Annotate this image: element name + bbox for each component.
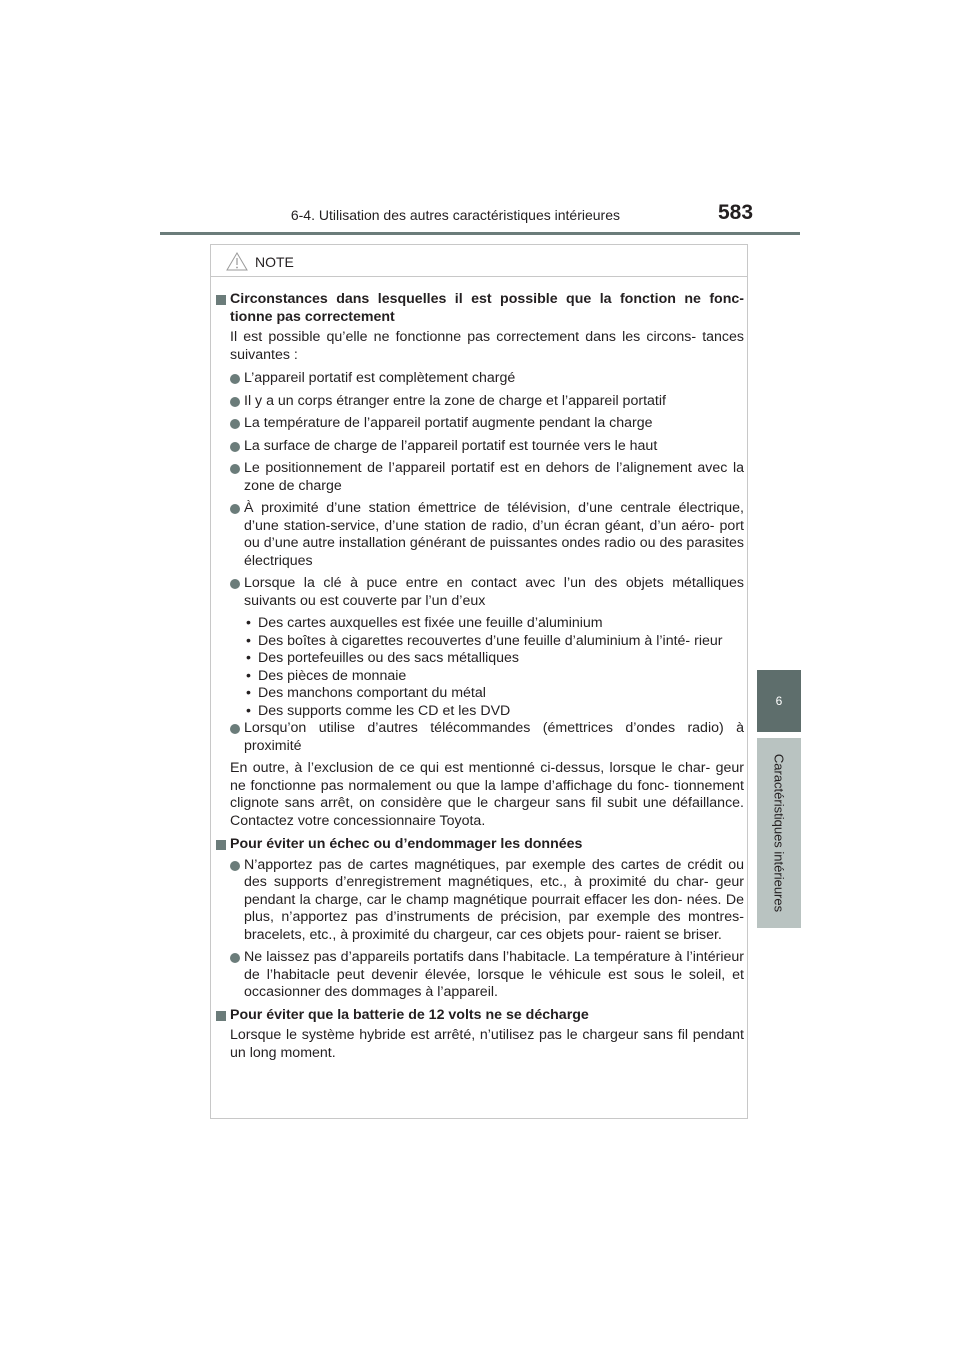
header-section-title: 6-4. Utilisation des autres caractéristiques intérieures: [290, 207, 620, 223]
chapter-tab[interactable]: [757, 738, 801, 928]
round-bullet-icon: [230, 464, 240, 474]
section-body: Lorsque le système hybride est arrêté, n’utilisez pas le chargeur sans fil pendant un long moment.: [230, 1027, 744, 1061]
section-intro: Il est possible qu’elle ne fonctionne pas correctement dans les circons- tances suivantes :: [230, 329, 744, 363]
list-item: À proximité d’une station émettrice de télévision, d’une centrale électrique, d’une station-service, d’une station de radio, d’un écran géant, d’un aéro- port ou d’une autre installation générant de puissantes ondes radio ou des parasites électriques: [230, 500, 744, 570]
sub-list-item: • Des pièces de monnaie: [246, 667, 407, 684]
square-bullet-icon: [216, 840, 226, 850]
section-outro: En outre, à l’exclusion de ce qui est mentionné ci-dessus, lorsque le char- geur ne fonctionne pas normalement ou que la lampe d’affichage du fonc- tionnement clignote sans arrêt, on considère que le chargeur sans fil subit une défaillance. Contactez votre concessionnaire Toyota.: [230, 760, 744, 829]
round-bullet-icon: [230, 374, 240, 384]
warning-triangle-icon: [226, 252, 248, 276]
list-item: L’appareil portatif est complètement chargé: [230, 370, 744, 388]
sub-list-item: • Des boîtes à cigarettes recouvertes d’une feuille d’aluminium à l’inté- rieur: [246, 632, 723, 649]
sub-list-item: • Des portefeuilles ou des sacs métalliques: [246, 650, 520, 666]
round-bullet-icon: [230, 579, 240, 589]
round-bullet-icon: [230, 724, 240, 734]
note-box: [210, 244, 748, 1119]
chapter-tab-label: Caractéristiques intérieures: [771, 753, 787, 913]
sub-list: [246, 615, 744, 720]
round-bullet-icon: [230, 861, 240, 871]
note-content: [216, 291, 744, 1068]
section-heading: Pour éviter un échec ou d’endommager les données: [216, 836, 744, 854]
square-bullet-icon: [216, 1011, 226, 1021]
list-item: Lorsqu’on utilise d’autres télécommandes (émettrices d’ondes radio) à proximité: [230, 720, 744, 755]
square-bullet-icon: [216, 295, 226, 305]
chapter-tab-number[interactable]: 6: [757, 670, 801, 732]
header-rule: [160, 232, 800, 235]
list-item: La surface de charge de l’appareil portatif est tournée vers le haut: [230, 438, 744, 456]
round-bullet-icon: [230, 953, 240, 963]
note-title: NOTE: [255, 254, 294, 270]
list-item: N’apportez pas de cartes magnétiques, par exemple des cartes de crédit ou des supports d’enregistrement magnétiques, etc., à proximité du char- geur pendant la charge, car le champ magnétique pourrait effacer les don- nées. De plus, n’apportez pas d’instruments de précision, par exemple des montres-bracelets, etc., à proximité du chargeur, car ces objets pour- raient se briser.: [230, 857, 744, 945]
sub-list-item: • Des cartes auxquelles est fixée une feuille d’aluminium: [246, 615, 603, 631]
list-item: Ne laissez pas d’appareils portatifs dans l’habitacle. La température à l’intérieur de l’habitacle peut devenir élevée, lorsque le véhicule est sous le soleil, et occasionner des dommages à l’appareil.: [230, 949, 744, 1002]
note-header: [211, 245, 747, 277]
list-item: Le positionnement de l’appareil portatif est en dehors de l’alignement avec la zone de charge: [230, 460, 744, 495]
round-bullet-icon: [230, 504, 240, 514]
section-heading: Pour éviter que la batterie de 12 volts ne se décharge: [216, 1007, 744, 1025]
sub-list-item: • Des supports comme les CD et les DVD: [246, 702, 511, 719]
round-bullet-icon: [230, 442, 240, 452]
page-number: 583: [718, 201, 754, 224]
list-item: La température de l’appareil portatif augmente pendant la charge: [230, 415, 744, 433]
round-bullet-icon: [230, 397, 240, 407]
round-bullet-icon: [230, 419, 240, 429]
section-heading: Circonstances dans lesquelles il est possible que la fonction ne fonc- tionne pas correctement: [216, 291, 744, 326]
sub-list-item: • Des manchons comportant du métal: [246, 685, 486, 701]
list-item: Il y a un corps étranger entre la zone de charge et l’appareil portatif: [230, 393, 744, 411]
list-item: Lorsque la clé à puce entre en contact avec l’un des objets métalliques suivants ou est couverte par l’un d’eux: [230, 575, 744, 610]
